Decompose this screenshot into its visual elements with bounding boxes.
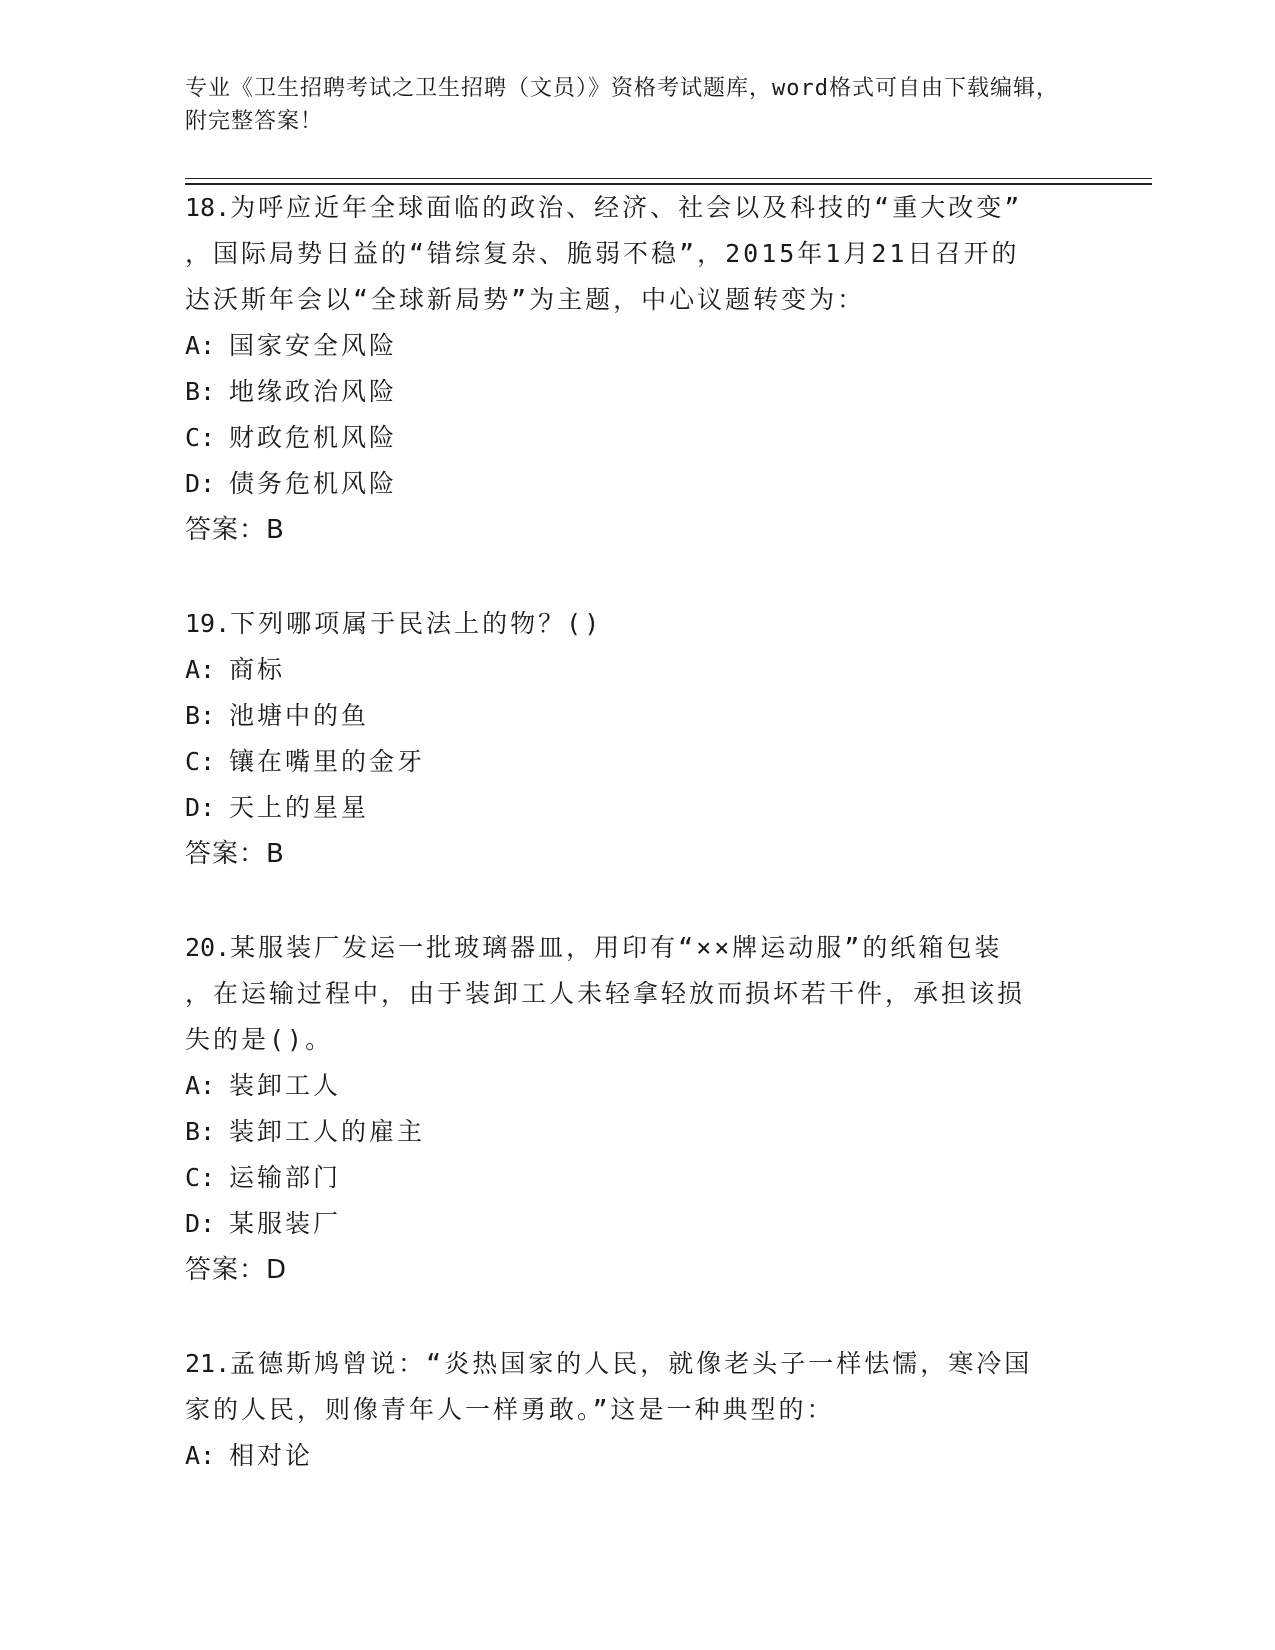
option-key: A: (185, 1441, 216, 1470)
option-text: 地缘政治风险 (229, 377, 398, 406)
question-text (185, 925, 1085, 1063)
answer: 答案：B (185, 515, 285, 545)
option-text: 池塘中的鱼 (229, 701, 370, 730)
option-a (185, 1063, 1085, 1109)
option-key: D: (185, 1209, 216, 1238)
question-line: ，国际局势日益的“错综复杂、脆弱不稳”，2015年1月21日召开的 (185, 239, 1020, 268)
question-number: 18. (185, 193, 231, 222)
option-a (185, 647, 1085, 693)
option-key: A: (185, 331, 216, 360)
question-number: 21. (185, 1349, 231, 1378)
question-line: 为呼应近年全球面临的政治、经济、社会以及科技的“重大改变” (230, 193, 1023, 222)
option-text: 装卸工人的雇主 (229, 1117, 426, 1146)
header-divider-thin (185, 178, 1152, 179)
question-list (185, 185, 1085, 1527)
option-key: A: (185, 1071, 216, 1100)
question-19 (185, 601, 1085, 877)
option-b (185, 1109, 1085, 1155)
question-line: 家的人民，则像青年人一样勇敢。”这是一种典型的： (185, 1395, 835, 1424)
option-c (185, 1155, 1085, 1201)
option-text: 装卸工人 (229, 1071, 342, 1100)
option-a (185, 1433, 1085, 1479)
option-d (185, 461, 1085, 507)
option-text: 债务危机风险 (229, 469, 398, 498)
option-b (185, 693, 1085, 739)
question-21 (185, 1341, 1085, 1479)
question-text (185, 1341, 1085, 1433)
option-text: 镶在嘴里的金牙 (229, 747, 426, 776)
question-line: 孟德斯鸠曾说：“炎热国家的人民，就像老头子一样怯懦，寒冷国 (230, 1349, 1033, 1378)
question-text (185, 185, 1085, 323)
option-key: C: (185, 747, 216, 776)
option-key: B: (185, 377, 216, 406)
option-text: 相对论 (229, 1441, 314, 1470)
question-line: ，在运输过程中，由于装卸工人未轻拿轻放而损坏若干件，承担该损 (185, 979, 1026, 1008)
question-18 (185, 185, 1085, 553)
option-text: 某服装厂 (229, 1209, 342, 1238)
question-20 (185, 925, 1085, 1293)
option-d (185, 785, 1085, 831)
question-number: 19. (185, 609, 231, 638)
question-text (185, 601, 1085, 647)
option-key: D: (185, 469, 216, 498)
option-key: C: (185, 1163, 216, 1192)
answer: 答案：B (185, 839, 285, 869)
option-key: A: (185, 655, 216, 684)
option-key: D: (185, 793, 216, 822)
option-key: B: (185, 701, 216, 730)
option-text: 国家安全风险 (229, 331, 398, 360)
option-c (185, 739, 1085, 785)
answer: 答案：D (185, 1255, 288, 1285)
question-line: 失的是()。 (185, 1025, 334, 1054)
option-key: C: (185, 423, 216, 452)
option-text: 运输部门 (229, 1163, 342, 1192)
option-b (185, 369, 1085, 415)
question-number: 20. (185, 933, 231, 962)
option-text: 财政危机风险 (229, 423, 398, 452)
document-header: 专业《卫生招聘考试之卫生招聘（文员）》资格考试题库，word格式可自由下载编辑，附完整答案！ (185, 76, 1059, 134)
option-text: 天上的星星 (229, 793, 370, 822)
question-line: 下列哪项属于民法上的物？() (230, 609, 603, 638)
question-line: 达沃斯年会以“全球新局势”为主题，中心议题转变为： (185, 285, 866, 314)
option-a (185, 323, 1085, 369)
option-key: B: (185, 1117, 216, 1146)
question-line: 某服装厂发运一批玻璃器皿，用印有“××牌运动服”的纸箱包装 (230, 933, 1003, 962)
option-c (185, 415, 1085, 461)
option-text: 商标 (229, 655, 286, 684)
option-d (185, 1201, 1085, 1247)
